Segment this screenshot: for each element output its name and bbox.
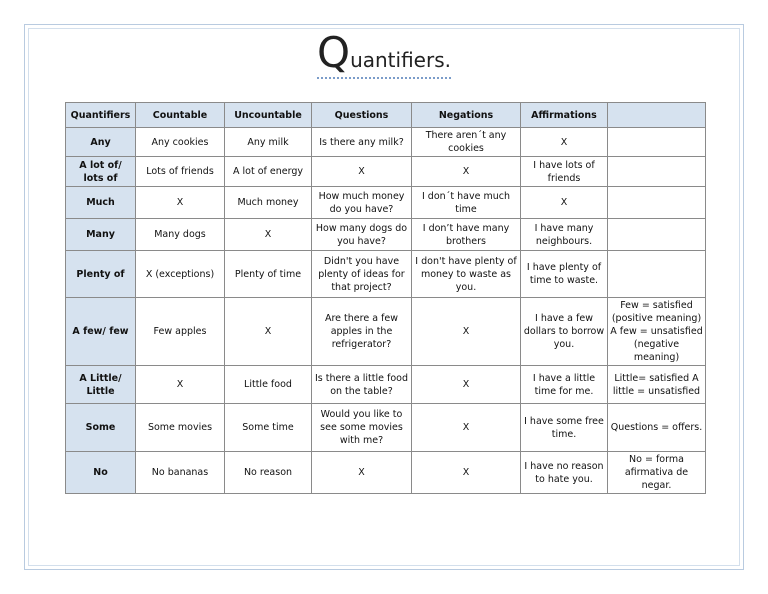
table-cell: X <box>412 452 521 494</box>
row-quantifier: A few/ few <box>66 298 136 366</box>
table-cell: Some time <box>225 404 312 452</box>
table-cell: I have lots of friends <box>521 157 608 187</box>
title-first-letter: Q <box>317 28 351 77</box>
table-row <box>66 404 706 452</box>
table-cell: X <box>312 157 412 187</box>
table-cell: Few = satisfied (positive meaning) A few = unsatisfied (negative meaning) <box>608 298 706 366</box>
table-cell: I have no reason to hate you. <box>521 452 608 494</box>
table-cell: How much money do you have? <box>312 187 412 219</box>
table-cell: Questions = offers. <box>608 404 706 452</box>
title-underline <box>317 77 451 79</box>
table-cell: X (exceptions) <box>136 251 225 298</box>
table-cell: X <box>136 366 225 404</box>
table-cell: I have plenty of time to waste. <box>521 251 608 298</box>
row-quantifier: Plenty of <box>66 251 136 298</box>
table-cell: X <box>136 187 225 219</box>
table-cell: No bananas <box>136 452 225 494</box>
table-cell: I have some free time. <box>521 404 608 452</box>
table-cell: No = forma afirmativa de negar. <box>608 452 706 494</box>
table-cell: I don´t have much time <box>412 187 521 219</box>
table-cell: I have many neighbours. <box>521 219 608 251</box>
row-quantifier: Some <box>66 404 136 452</box>
table-cell: Would you like to see some movies with me? <box>312 404 412 452</box>
table-cell: X <box>521 128 608 157</box>
table-cell <box>608 251 706 298</box>
row-quantifier: A lot of/ lots of <box>66 157 136 187</box>
row-quantifier: Much <box>66 187 136 219</box>
row-quantifier: Many <box>66 219 136 251</box>
table-cell: Lots of friends <box>136 157 225 187</box>
table-cell: Little food <box>225 366 312 404</box>
table-cell: I don’t have many brothers <box>412 219 521 251</box>
table-row <box>66 251 706 298</box>
header-cell: Quantifiers <box>66 103 136 128</box>
table-row <box>66 128 706 157</box>
table-cell: Any milk <box>225 128 312 157</box>
table-cell: Some movies <box>136 404 225 452</box>
table-cell: Didn't you have plenty of ideas for that project? <box>312 251 412 298</box>
table-cell: Any cookies <box>136 128 225 157</box>
table-cell: X <box>521 187 608 219</box>
table-cell: X <box>225 219 312 251</box>
table-cell: No reason <box>225 452 312 494</box>
header-cell: Negations <box>412 103 521 128</box>
table-row <box>66 366 706 404</box>
table-cell: Is there any milk? <box>312 128 412 157</box>
row-quantifier: A Little/ Little <box>66 366 136 404</box>
table-cell <box>608 157 706 187</box>
table-cell: Are there a few apples in the refrigerator? <box>312 298 412 366</box>
table-cell: There aren´t any cookies <box>412 128 521 157</box>
table-cell: Much money <box>225 187 312 219</box>
table-cell: Little= satisfied A little = unsatisfied <box>608 366 706 404</box>
quantifiers-table <box>65 102 706 494</box>
table-cell: X <box>412 157 521 187</box>
table-cell: Many dogs <box>136 219 225 251</box>
table-cell <box>608 187 706 219</box>
header-cell: Affirmations <box>521 103 608 128</box>
table-header-row <box>66 103 706 128</box>
table-cell: X <box>412 298 521 366</box>
title-rest: uantifiers. <box>350 48 451 72</box>
table-cell: How many dogs do you have? <box>312 219 412 251</box>
table-cell: I don't have plenty of money to waste as you. <box>412 251 521 298</box>
table-cell: X <box>412 404 521 452</box>
table-cell: A lot of energy <box>225 157 312 187</box>
table-cell: I have a few dollars to borrow you. <box>521 298 608 366</box>
table-row <box>66 219 706 251</box>
table-cell: X <box>312 452 412 494</box>
header-cell <box>608 103 706 128</box>
header-cell: Countable <box>136 103 225 128</box>
row-quantifier: Any <box>66 128 136 157</box>
table-row <box>66 452 706 494</box>
row-quantifier: No <box>66 452 136 494</box>
table-row <box>66 157 706 187</box>
table-cell: X <box>412 366 521 404</box>
header-cell: Questions <box>312 103 412 128</box>
table-cell <box>608 219 706 251</box>
table-cell: Few apples <box>136 298 225 366</box>
table-row <box>66 187 706 219</box>
table-cell: X <box>225 298 312 366</box>
table-cell: Is there a little food on the table? <box>312 366 412 404</box>
header-cell: Uncountable <box>225 103 312 128</box>
slide-title <box>0 28 768 77</box>
table-cell <box>608 128 706 157</box>
table-cell: Plenty of time <box>225 251 312 298</box>
table-cell: I have a little time for me. <box>521 366 608 404</box>
table-row <box>66 298 706 366</box>
